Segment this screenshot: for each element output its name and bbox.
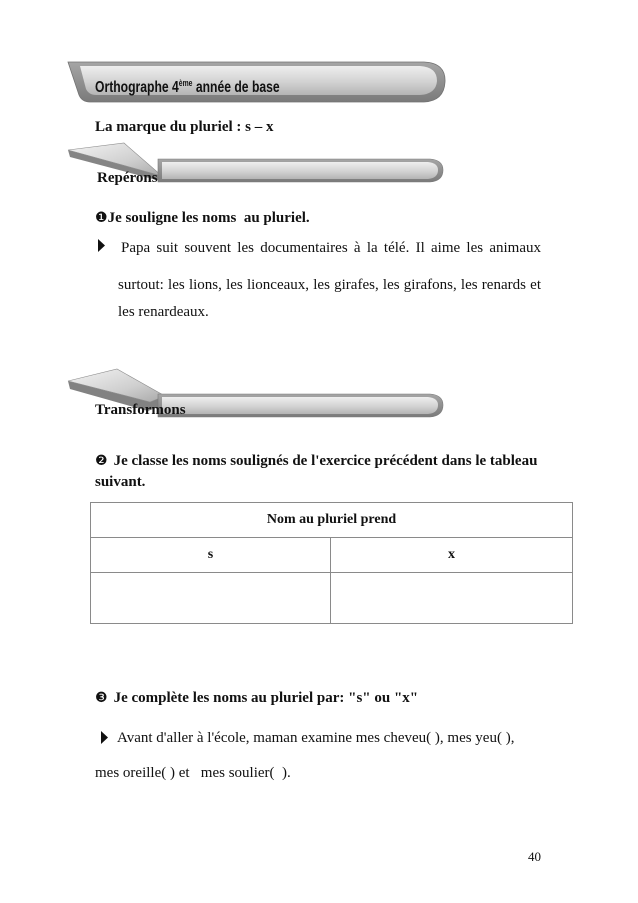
transformons-banner-bar	[158, 394, 443, 417]
triangle-bullet-icon	[101, 731, 109, 744]
reperons-banner-bar	[158, 159, 443, 182]
banner-title-superscript: ème	[178, 78, 193, 88]
table-column-row	[91, 538, 573, 573]
table-column-x: x	[331, 538, 573, 573]
table-answer-cell-x	[331, 573, 573, 624]
page-number: 40	[528, 849, 541, 864]
section-heading-transformons: Transformons	[95, 402, 186, 418]
exercise-1-text-line: surtout: les lions, les lionceaux, les girafes, les girafons, les renards et	[118, 277, 541, 293]
circled-number-2-icon: ❷	[95, 453, 108, 469]
table-header-row	[91, 503, 573, 538]
banner-title	[95, 79, 280, 97]
exercise-3-text-line: mes oreille( ) et mes soulier( ).	[95, 765, 291, 781]
circled-number-3-icon: ❸	[95, 690, 108, 706]
page-subtitle: La marque du pluriel : s – x	[95, 119, 274, 135]
exercise-2-instruction	[95, 451, 550, 493]
banner-title-main: Orthographe 4	[95, 79, 179, 96]
section-heading-reperons: Repérons	[97, 170, 158, 186]
table-answer-row	[91, 573, 573, 624]
exercise-1-text-line: les renardeaux.	[118, 304, 209, 320]
table-answer-cell-s	[91, 573, 331, 624]
circled-number-1-icon: ❶	[95, 210, 108, 226]
exercise-1-instruction	[95, 209, 310, 227]
exercise-2-text: Je classe les noms soulignés de l'exercice précédent dans le tableau suivant.	[95, 453, 538, 490]
table-header-cell: Nom au pluriel prend	[91, 503, 573, 538]
exercise-3-text: Je complète les noms au pluriel par: "s" ou "x"	[113, 690, 419, 706]
exercise-1-text-line: Papa suit souvent les documentaires à la télé. Il aime les animaux	[121, 240, 541, 256]
banner-title-suffix: année de base	[192, 79, 280, 96]
exercise-1-text: Je souligne les noms au pluriel.	[107, 210, 310, 226]
table-column-s: s	[91, 538, 331, 573]
exercise-3-text-line: Avant d'aller à l'école, maman examine mes cheveu( ), mes yeu( ),	[117, 730, 515, 746]
triangle-bullet-icon	[98, 239, 106, 252]
exercise-3-instruction	[95, 689, 418, 707]
classification-table	[90, 502, 573, 624]
